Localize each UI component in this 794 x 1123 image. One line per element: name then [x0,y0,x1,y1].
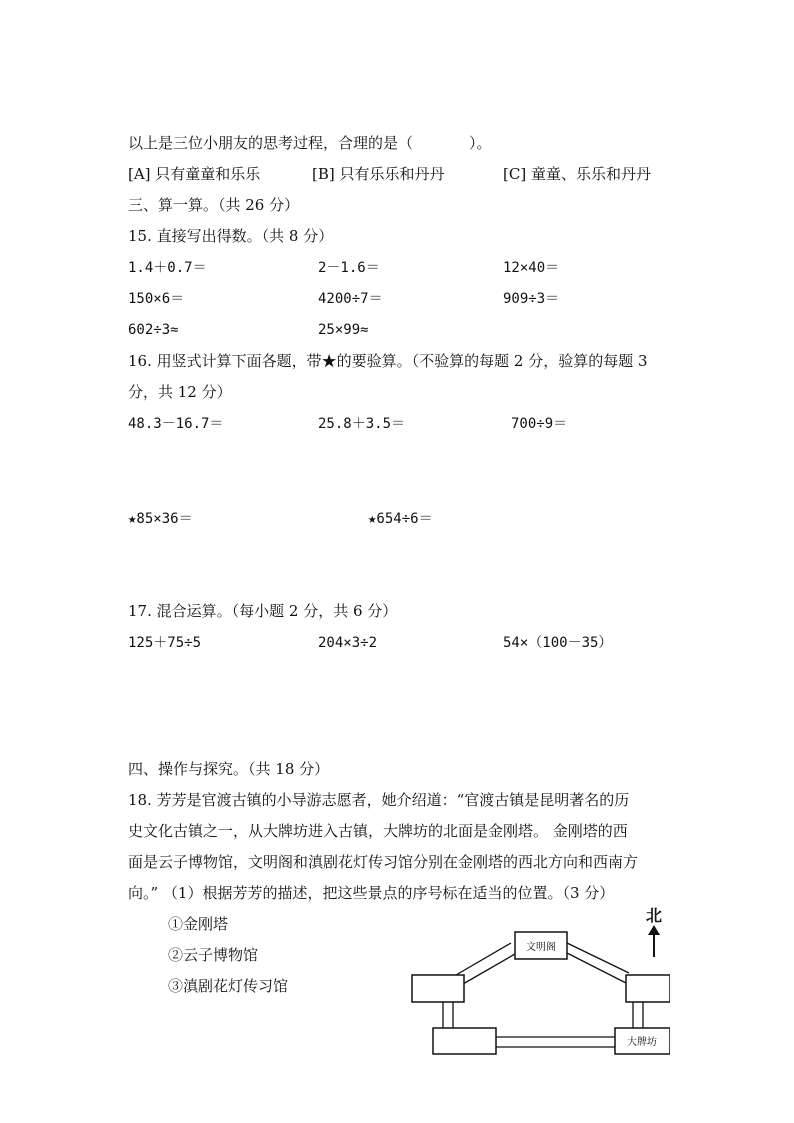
q16-item-starred: ★654÷6＝ [368,511,433,527]
q14-option-b[interactable]: [B] 只有乐乐和丹丹 [312,165,445,183]
q15-item: 25×99≈ [318,322,369,338]
q18-text-line4: 向。” （1）根据芳芳的描述，把这些景点的序号标在适当的位置。（3 分） [128,884,615,902]
map-road [456,943,511,975]
q14-option-c[interactable]: [C] 童童、乐乐和丹丹 [503,165,651,183]
map-road [463,954,515,984]
map-box-left [412,975,464,1002]
map-label-wenmingge: 文明阁 [526,942,556,953]
q18-text-line2: 史文化古镇之一，从大牌坊进入古镇，大牌坊的北面是金刚塔。 金刚塔的西 [128,822,628,840]
q18-text-line3: 面是云子博物馆，文明阁和滇剧花灯传习馆分别在金刚塔的西北方向和西南方 [128,853,639,871]
q15-item: 2－1.6＝ [318,260,380,276]
q15-item: 4200÷7＝ [318,291,383,307]
q14-prompt [128,134,492,152]
q17-title: 17. 混合运算。（每小题 2 分，共 6 分） [128,602,398,620]
q14-option-a[interactable]: [A] 只有童童和乐乐 [128,165,261,183]
q18-site-item: ③滇剧花灯传习馆 [168,977,289,995]
q16-title-line1: 16. 用竖式计算下面各题，带★的要验算。（不验算的每题 2 分，验算的每题 3 [128,352,648,370]
map-box-bottom-left [433,1028,496,1054]
q17-item: 125＋75÷5 [128,635,202,651]
q14-prompt-after: ）。 [469,134,492,152]
q15-item: 602÷3≈ [128,322,179,338]
q16-title-line2: 分，共 12 分） [128,383,232,401]
q16-item-starred: ★85×36＝ [128,511,193,527]
q17-item: 204×3÷2 [318,635,378,651]
q16-item: 700÷9＝ [511,416,568,432]
q15-title: 15. 直接写出得数。（共 8 分） [128,227,334,245]
q18-site-item: ②云子博物馆 [168,946,259,964]
q16-item: 48.3－16.7＝ [128,416,224,432]
map-box-right [626,975,670,1002]
q14-prompt-before: 以上是三位小朋友的思考过程，合理的是（ [128,134,414,152]
q18-text-line1: 18. 芳芳是官渡古镇的小导游志愿者，她介绍道：“官渡古镇是昆明著名的历 [128,791,630,809]
q18-site-item: ①金刚塔 [168,915,229,933]
q17-item: 54×（100－35） [503,635,613,651]
q15-item: 12×40＝ [503,260,560,276]
q16-item: 25.8＋3.5＝ [318,416,406,432]
q15-item: 1.4＋0.7＝ [128,260,207,276]
section4-title: 四、操作与探究。（共 18 分） [128,760,330,778]
section3-title: 三、算一算。（共 26 分） [128,196,300,214]
q15-item: 150×6＝ [128,291,185,307]
north-arrow-head-icon [648,925,660,935]
scenic-map [408,905,670,1060]
map-label-north: 北 [645,906,663,925]
q15-item: 909÷3＝ [503,291,560,307]
map-label-dapaifang: 大牌坊 [627,1037,657,1048]
